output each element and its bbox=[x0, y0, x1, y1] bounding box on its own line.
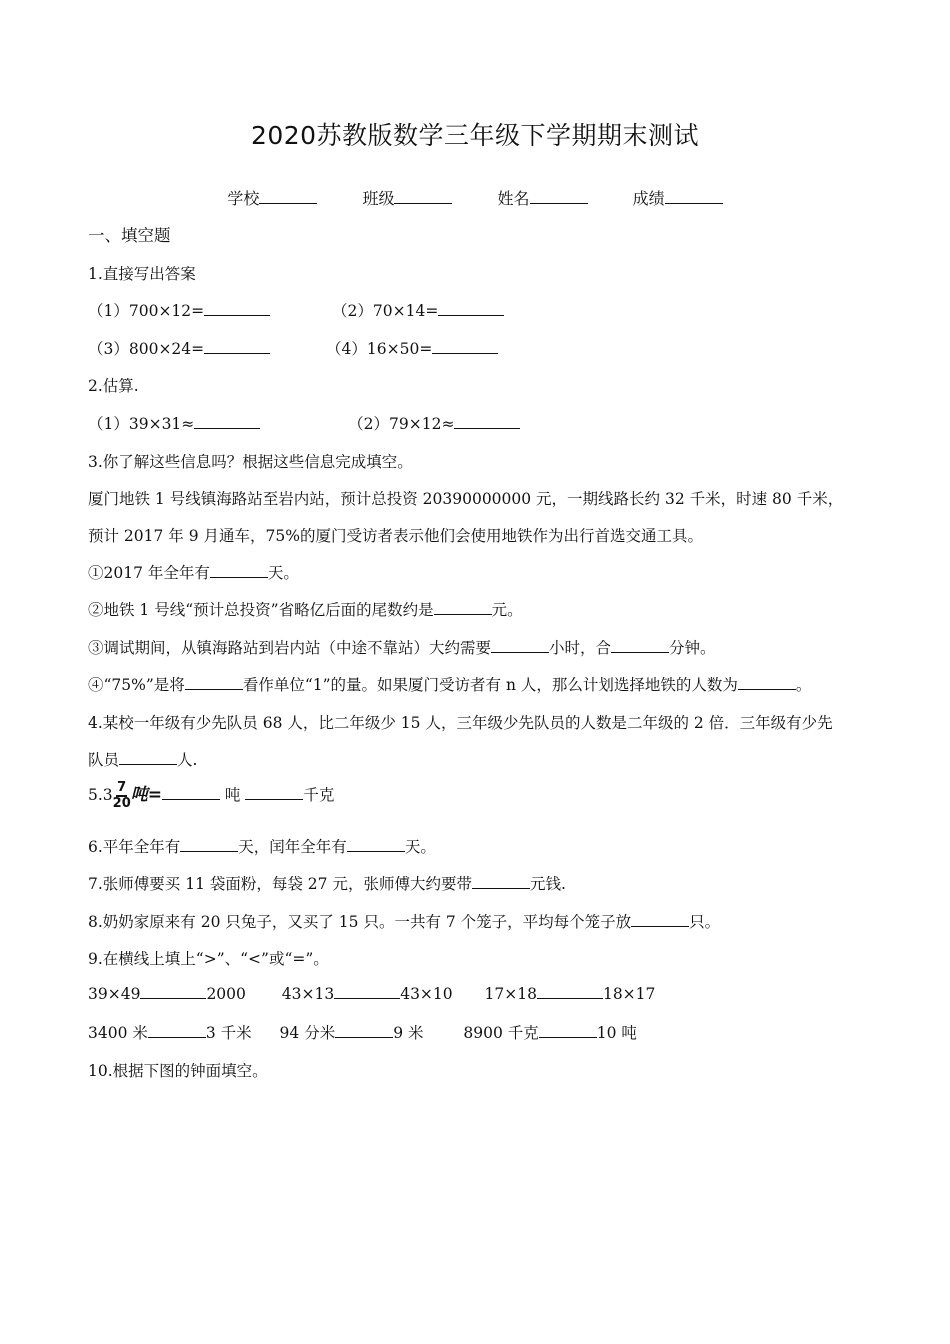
question-3-stem: 3.你了解这些信息吗？根据这些信息完成填空。 bbox=[88, 453, 413, 471]
answer-blank[interactable] bbox=[738, 675, 796, 690]
answer-blank[interactable] bbox=[491, 638, 549, 653]
class-field[interactable]: 班级 bbox=[362, 186, 452, 209]
question-3-sub-4: ④“75%”是将 看作单位“1”的量。如果厦门受访者有 n 人，那么计划选择地铁的人数为 。 bbox=[88, 676, 812, 694]
question-5: 5.3 $\frac{7}{20}$ 吨= 吨 千克 bbox=[88, 780, 335, 811]
compare-blank[interactable] bbox=[148, 1023, 206, 1038]
student-info-row bbox=[0, 186, 950, 209]
question-2-stem: 2.估算. bbox=[88, 377, 139, 395]
question-1-row-1: （1）700×12= （2）70×14= bbox=[88, 299, 504, 321]
answer-blank[interactable] bbox=[194, 414, 260, 429]
answer-blank[interactable] bbox=[631, 912, 689, 927]
question-3-sub-3: ③调试期间，从镇海路站到岩内站（中途不靠站）大约需要 小时，合 分钟。 bbox=[88, 639, 716, 657]
answer-blank[interactable] bbox=[432, 339, 498, 354]
question-3-sub-2: ②地铁 1 号线“预计总投资”省略亿后面的尾数约是 元。 bbox=[88, 601, 523, 619]
answer-blank[interactable] bbox=[438, 301, 504, 316]
answer-blank[interactable] bbox=[472, 874, 530, 889]
answer-blank[interactable] bbox=[245, 785, 303, 800]
question-2-row: （1）39×31≈ （2）79×12≈ bbox=[88, 412, 520, 434]
question-9-stem: 9.在横线上填上“>”、“<”或“=”。 bbox=[88, 950, 329, 968]
compare-blank[interactable] bbox=[537, 984, 603, 999]
compare-blank[interactable] bbox=[335, 1023, 393, 1038]
question-3-paragraph-1: 厦门地铁 1 号线镇海路站至岩内站，预计总投资 20390000000 元，一期线路长约 32 千米，时速 80 千米， bbox=[88, 490, 844, 508]
answer-blank[interactable] bbox=[347, 837, 405, 852]
answer-blank[interactable] bbox=[434, 600, 492, 615]
compare-blank[interactable] bbox=[539, 1023, 597, 1038]
compare-blank[interactable] bbox=[334, 984, 400, 999]
answer-blank[interactable] bbox=[119, 750, 177, 765]
school-field[interactable]: 学校 bbox=[227, 186, 317, 209]
score-field[interactable]: 成绩 bbox=[633, 186, 723, 209]
answer-blank[interactable] bbox=[180, 837, 238, 852]
compare-blank[interactable] bbox=[140, 984, 206, 999]
answer-blank[interactable] bbox=[454, 414, 520, 429]
unit-image-text: 吨= bbox=[130, 785, 162, 805]
answer-blank[interactable] bbox=[185, 675, 243, 690]
question-9-row-1: 39×49 2000 43×13 43×10 17×18 18×17 bbox=[88, 985, 656, 1003]
question-3-paragraph-2: 预计 2017 年 9 月通车，75%的厦门受访者表示他们会使用地铁作为出行首选交通工具。 bbox=[88, 527, 703, 545]
answer-blank[interactable] bbox=[611, 638, 669, 653]
answer-blank[interactable] bbox=[204, 301, 270, 316]
question-4-line-2: 队员 人. bbox=[88, 751, 198, 769]
question-9-row-2: 3400 米 3 千米 94 分米 9 米 8900 千克 10 吨 bbox=[88, 1024, 637, 1042]
question-4-line-1: 4.某校一年级有少先队员 68 人，比二年级少 15 人，三年级少先队员的人数是二年级的 2 倍．三年级有少先 bbox=[88, 714, 833, 732]
question-3-sub-1: ①2017 年全年有 天。 bbox=[88, 564, 299, 582]
answer-blank[interactable] bbox=[210, 563, 268, 578]
question-10: 10.根据下图的钟面填空。 bbox=[88, 1062, 268, 1080]
answer-blank[interactable] bbox=[162, 785, 220, 800]
question-1-row-2: （3）800×24= （4）16×50= bbox=[88, 337, 498, 359]
fraction: $\frac{7}{20}$ bbox=[112, 780, 131, 811]
answer-blank[interactable] bbox=[204, 339, 270, 354]
name-field[interactable]: 姓名 bbox=[498, 186, 588, 209]
question-6: 6.平年全年有 天，闰年全年有 天。 bbox=[88, 838, 436, 856]
question-7: 7.张师傅要买 11 袋面粉，每袋 27 元，张师傅大约要带 元钱. bbox=[88, 875, 566, 893]
question-8: 8.奶奶家原来有 20 只兔子，又买了 15 只。一共有 7 个笼子，平均每个笼子放 只。 bbox=[88, 913, 721, 931]
question-1-stem: 1.直接写出答案 bbox=[88, 265, 196, 283]
section-heading: 一、填空题 bbox=[88, 226, 171, 245]
page-title: 2020苏教版数学三年级下学期期末测试 bbox=[250, 121, 700, 150]
